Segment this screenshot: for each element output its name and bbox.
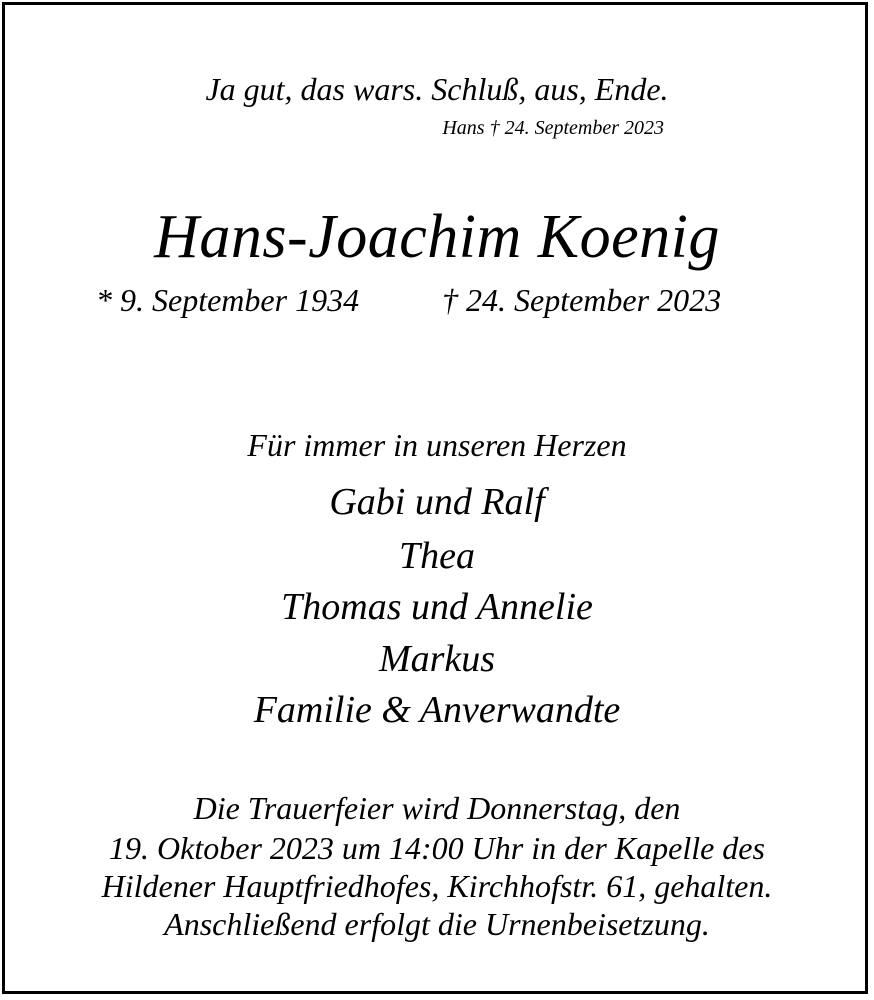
death-date: † 24. September 2023 [442, 282, 722, 318]
mourner-line: Thea [399, 535, 475, 577]
ceremony-line: Die Trauerfeier wird Donnerstag, den [193, 790, 681, 826]
deceased-name: Hans-Joachim Koenig [154, 203, 720, 271]
mourner-line: Thomas und Annelie [281, 586, 593, 628]
mourner-line: Markus [378, 638, 496, 680]
mourner-line: Gabi und Ralf [329, 481, 545, 523]
ceremony-line: Anschließend erfolgt die Urnenbeisetzung. [164, 906, 710, 942]
motto-attribution: Hans † 24. September 2023 [442, 117, 664, 139]
dedication-text: Für immer in unseren Herzen [247, 427, 627, 463]
birth-date: * 9. September 1934 [96, 282, 360, 318]
mourner-line: Familie & Anverwandte [253, 689, 621, 731]
ceremony-line: 19. Oktober 2023 um 14:00 Uhr in der Kapelle des [109, 830, 765, 866]
motto-quote: Ja gut, das wars. Schluß, aus, Ende. [205, 71, 669, 107]
ceremony-line: Hildener Hauptfriedhofes, Kirchhofstr. 61, gehalten. [101, 868, 773, 904]
